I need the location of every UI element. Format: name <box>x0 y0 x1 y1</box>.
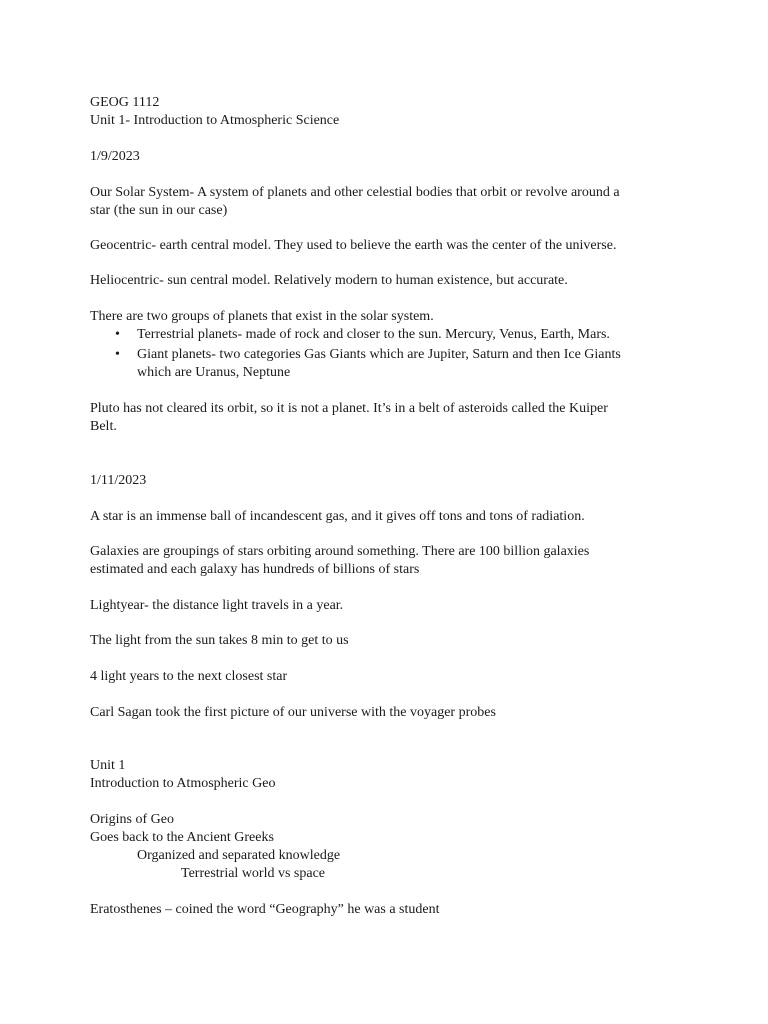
pluto-line-1: Pluto has not cleared its orbit, so it is not a planet. It’s in a belt of asteroids called the Kuiper <box>90 401 608 416</box>
terrestrial-world-line: Terrestrial world vs space <box>181 866 326 881</box>
sagan-paragraph: Carl Sagan took the first picture of our universe with the voyager probes <box>90 705 496 720</box>
unit-subtitle: Introduction to Atmospheric Geo <box>90 776 276 791</box>
sun-light-paragraph: The light from the sun takes 8 min to get to us <box>90 633 349 648</box>
eratosthenes-paragraph: Eratosthenes – coined the word “Geography” he was a student <box>90 902 440 917</box>
solar-system-line-1: Our Solar System- A system of planets and other celestial bodies that orbit or revolve around a <box>90 185 620 200</box>
solar-system-line-2: star (the sun in our case) <box>90 203 228 218</box>
unit-title: Unit 1- Introduction to Atmospheric Science <box>90 113 340 128</box>
bullet-giant-planets-line-1: Giant planets- two categories Gas Giants which are Jupiter, Saturn and then Ice Giants <box>137 347 621 362</box>
date-heading: 1/11/2023 <box>90 473 147 488</box>
bullet-marker: • <box>115 327 120 342</box>
planet-groups-intro: There are two groups of planets that exist in the solar system. <box>90 309 434 324</box>
organized-knowledge-line: Organized and separated knowledge <box>137 848 341 863</box>
course-code: GEOG 1112 <box>90 95 160 110</box>
pluto-line-2: Belt. <box>90 419 117 434</box>
ancient-greeks-line: Goes back to the Ancient Greeks <box>90 830 274 845</box>
bullet-terrestrial-planets: Terrestrial planets- made of rock and closer to the sun. Mercury, Venus, Earth, Mars. <box>137 327 610 342</box>
date-heading: 1/9/2023 <box>90 149 140 164</box>
light-years-paragraph: 4 light years to the next closest star <box>90 669 288 684</box>
galaxies-line-1: Galaxies are groupings of stars orbiting around something. There are 100 billion galaxies <box>90 544 590 559</box>
unit-heading: Unit 1 <box>90 758 126 773</box>
origins-heading: Origins of Geo <box>90 812 174 827</box>
galaxies-line-2: estimated and each galaxy has hundreds of billions of stars <box>90 562 420 577</box>
bullet-marker: • <box>115 347 120 362</box>
heliocentric-paragraph: Heliocentric- sun central model. Relatively modern to human existence, but accurate. <box>90 273 568 288</box>
lightyear-paragraph: Lightyear- the distance light travels in a year. <box>90 598 344 613</box>
star-paragraph: A star is an immense ball of incandescent gas, and it gives off tons and tons of radiation. <box>90 509 585 524</box>
bullet-giant-planets-line-2: which are Uranus, Neptune <box>137 365 291 380</box>
geocentric-paragraph: Geocentric- earth central model. They used to believe the earth was the center of the universe. <box>90 238 617 253</box>
